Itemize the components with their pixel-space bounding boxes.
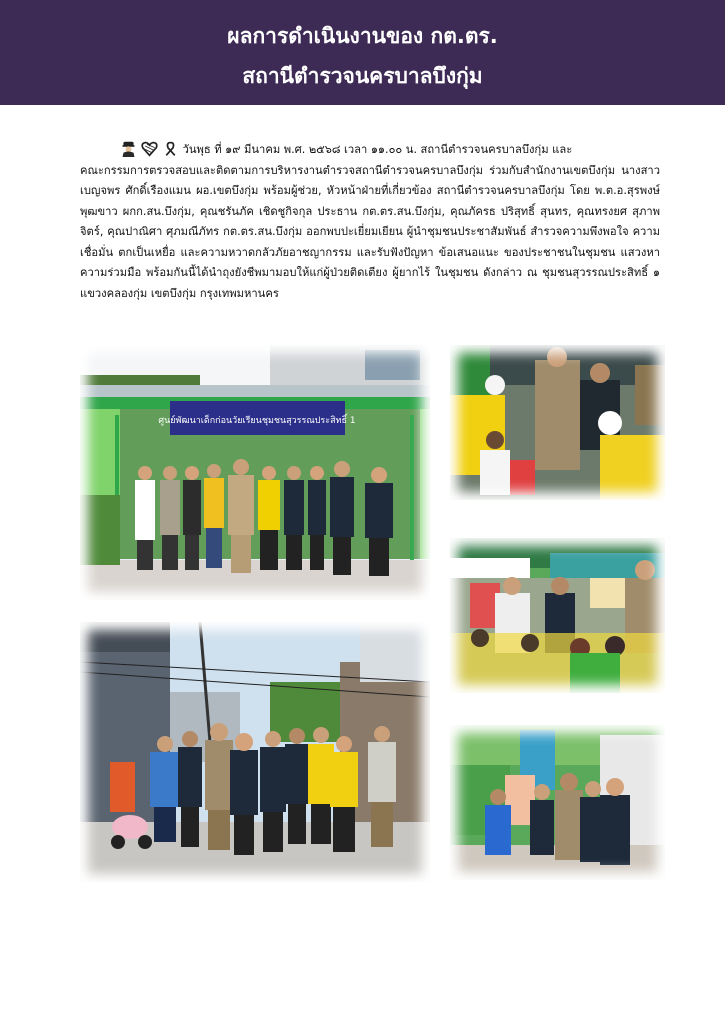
photo-community-gathering xyxy=(450,538,665,693)
photo-street-group xyxy=(80,622,430,882)
page-header xyxy=(0,0,725,105)
header-title-line2: สถานีตำรวจนครบาลบึงกุ่ม xyxy=(242,64,483,88)
heart-icon xyxy=(141,140,158,157)
photo-gift-handover xyxy=(450,725,665,880)
ribbon-icon xyxy=(162,140,179,157)
article-body xyxy=(80,140,660,304)
police-officer-icon xyxy=(120,140,137,157)
photo-group-kindergarten xyxy=(80,345,430,600)
article-rest: คณะกรรมการตรวจสอบและติดตามการบริหารงานตำรวจสถานีตำรวจนครบาลบึงกุ่ม ร่วมกับสำนักงานเขตบึงกุ่ม นางสาวเบญจพร ศักดิ์เรืองแมน ผอ.เขตบึงกุ่ม พร้อมผู้ช่วย, หัวหน้าฝ่ายที่เกี่ยวข้อง สถานีตำรวจนครบาลบึงกุ่ม โดย พ.ต.อ.สุรพงษ์ พุฒขาว ผกก.สน.บึงกุ่ม, คุณชรันภัค เชิดชูกิจกุล ประธาน กต.ตร.สน.บึงกุ่ม, คุณภัครธ ปริสุทธิ์ สุนทร, คุณทรงยศ สุภาพจิตร์, คุณปาณิศา ศุภมณีภัทร กต.ตร.สน.บึงกุ่ม ออกพบปะเยี่ยมเยียน ผู้นำชุมชนประชาสัมพันธ์ สำรวจความพึงพอใจ ความเชื่อมั่น ตกเป็นเหยื่อ และความหวาดกลัวภัยอาชญากรรม และรับฟังปัญหา ข้อเสนอแนะ ของประชาชนในชุมชน แสวงหาความร่วมมือ พร้อมกันนี้ได้นำถุงยังชีพมามอบให้แก่ผู้ป่วยติดเตียง ผู้ยากไร้ ในชุมชน ดังกล่าว ณ ชุมชนสุวรรณประสิทธิ์ ๑ แขวงคลองกุ่ม เขตบึงกุ่ม กรุงเทพมหานคร xyxy=(80,163,660,300)
article-line1: วันพุธ ที่ ๑๙ มีนาคม พ.ศ. ๒๕๖๘ เวลา ๑๑.๐๐ น. สถานีตำรวจนครบาลบึงกุ่ม และ xyxy=(182,143,573,156)
photo-giving-children xyxy=(450,345,665,500)
main-photo-sign: ศูนย์พัฒนาเด็กก่อนวัยเรียนชุมชนสุวรรณประสิทธิ์ 1 xyxy=(158,416,356,426)
header-title-line1: ผลการดำเนินงานของ กต.ตร. xyxy=(227,24,498,48)
